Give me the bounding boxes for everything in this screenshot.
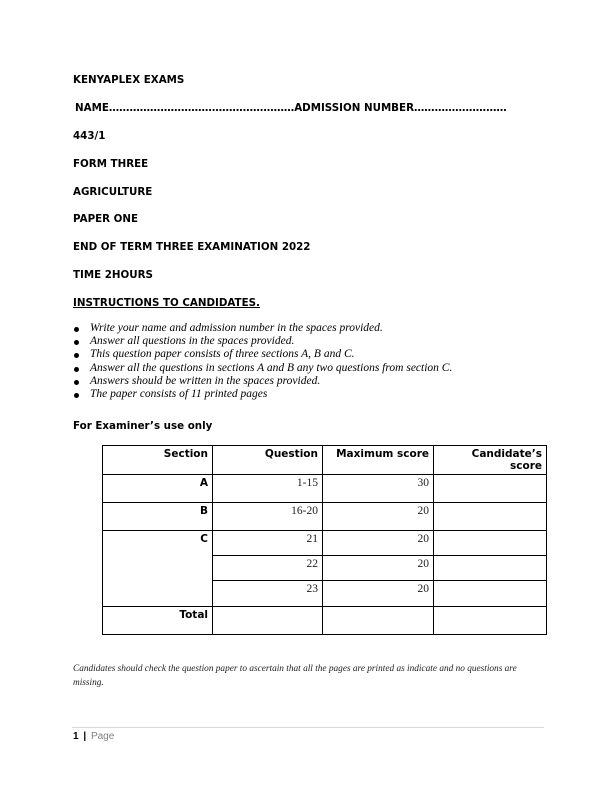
page-number: 1 — [73, 731, 79, 742]
total-max-cell — [323, 607, 434, 635]
section-cell: C — [103, 531, 213, 607]
missing-pages-note: Candidates should check the question paper to ascertain that all the pages are printed as indicate and no questions are missing. — [73, 664, 517, 688]
total-candidate-score-cell[interactable] — [434, 607, 547, 635]
column-header-question: Question — [213, 446, 323, 475]
question-cell: 21 — [213, 531, 323, 556]
table-row — [103, 531, 547, 556]
exam-title: END OF TERM THREE EXAMINATION 2022 — [73, 241, 311, 253]
question-cell: 22 — [213, 556, 323, 581]
max-score-cell: 30 — [323, 475, 434, 503]
section-cell: B — [103, 503, 213, 531]
max-score-cell: 20 — [323, 581, 434, 607]
table-row — [103, 503, 547, 531]
question-cell: 1-15 — [213, 475, 323, 503]
total-label-cell: Total — [103, 607, 213, 635]
max-score-cell: 20 — [323, 556, 434, 581]
instruction-item: Write your name and admission number in the spaces provided. — [73, 322, 452, 335]
instruction-item: This question paper consists of three sections A, B and C. — [73, 348, 452, 361]
question-cell: 23 — [213, 581, 323, 607]
candidate-score-cell[interactable] — [434, 531, 547, 556]
exam-time: TIME 2HOURS — [73, 269, 153, 281]
examiner-use-heading: For Examiner’s use only — [73, 420, 213, 432]
column-header-section: Section — [103, 446, 213, 475]
max-score-cell: 20 — [323, 531, 434, 556]
instruction-item: Answer all the questions in sections A and B any two questions from section C. — [73, 362, 452, 375]
instructions-list — [73, 322, 452, 401]
page-label: Page — [90, 731, 115, 742]
form-level: FORM THREE — [73, 158, 149, 170]
column-header-candidate-score: Candidate’s score — [434, 446, 547, 475]
footer-divider — [72, 727, 544, 728]
instruction-item: The paper consists of 11 printed pages — [73, 388, 452, 401]
table-total-row — [103, 607, 547, 635]
footer-separator: | — [83, 731, 87, 742]
max-score-cell: 20 — [323, 503, 434, 531]
section-cell: A — [103, 475, 213, 503]
instruction-item: Answers should be written in the spaces provided. — [73, 375, 452, 388]
examiner-score-table — [102, 445, 547, 635]
instructions-heading: INSTRUCTIONS TO CANDIDATES. — [73, 297, 260, 309]
question-cell: 16-20 — [213, 503, 323, 531]
candidate-score-cell[interactable] — [434, 503, 547, 531]
candidate-score-cell[interactable] — [434, 581, 547, 607]
subject: AGRICULTURE — [73, 186, 153, 198]
paper-title: PAPER ONE — [73, 213, 139, 225]
candidate-score-cell[interactable] — [434, 475, 547, 503]
total-question-cell — [213, 607, 323, 635]
paper-code: 443/1 — [73, 130, 106, 142]
column-header-max-score: Maximum score — [323, 446, 434, 475]
school-name: KENYAPLEX EXAMS — [73, 74, 185, 86]
page-footer — [73, 731, 114, 742]
candidate-score-cell[interactable] — [434, 556, 547, 581]
name-admission-line: NAME………………………………………………ADMISSION NUMBER……………………… — [75, 102, 507, 114]
table-row — [103, 475, 547, 503]
table-header-row — [103, 446, 547, 475]
instruction-item: Answer all questions in the spaces provided. — [73, 335, 452, 348]
